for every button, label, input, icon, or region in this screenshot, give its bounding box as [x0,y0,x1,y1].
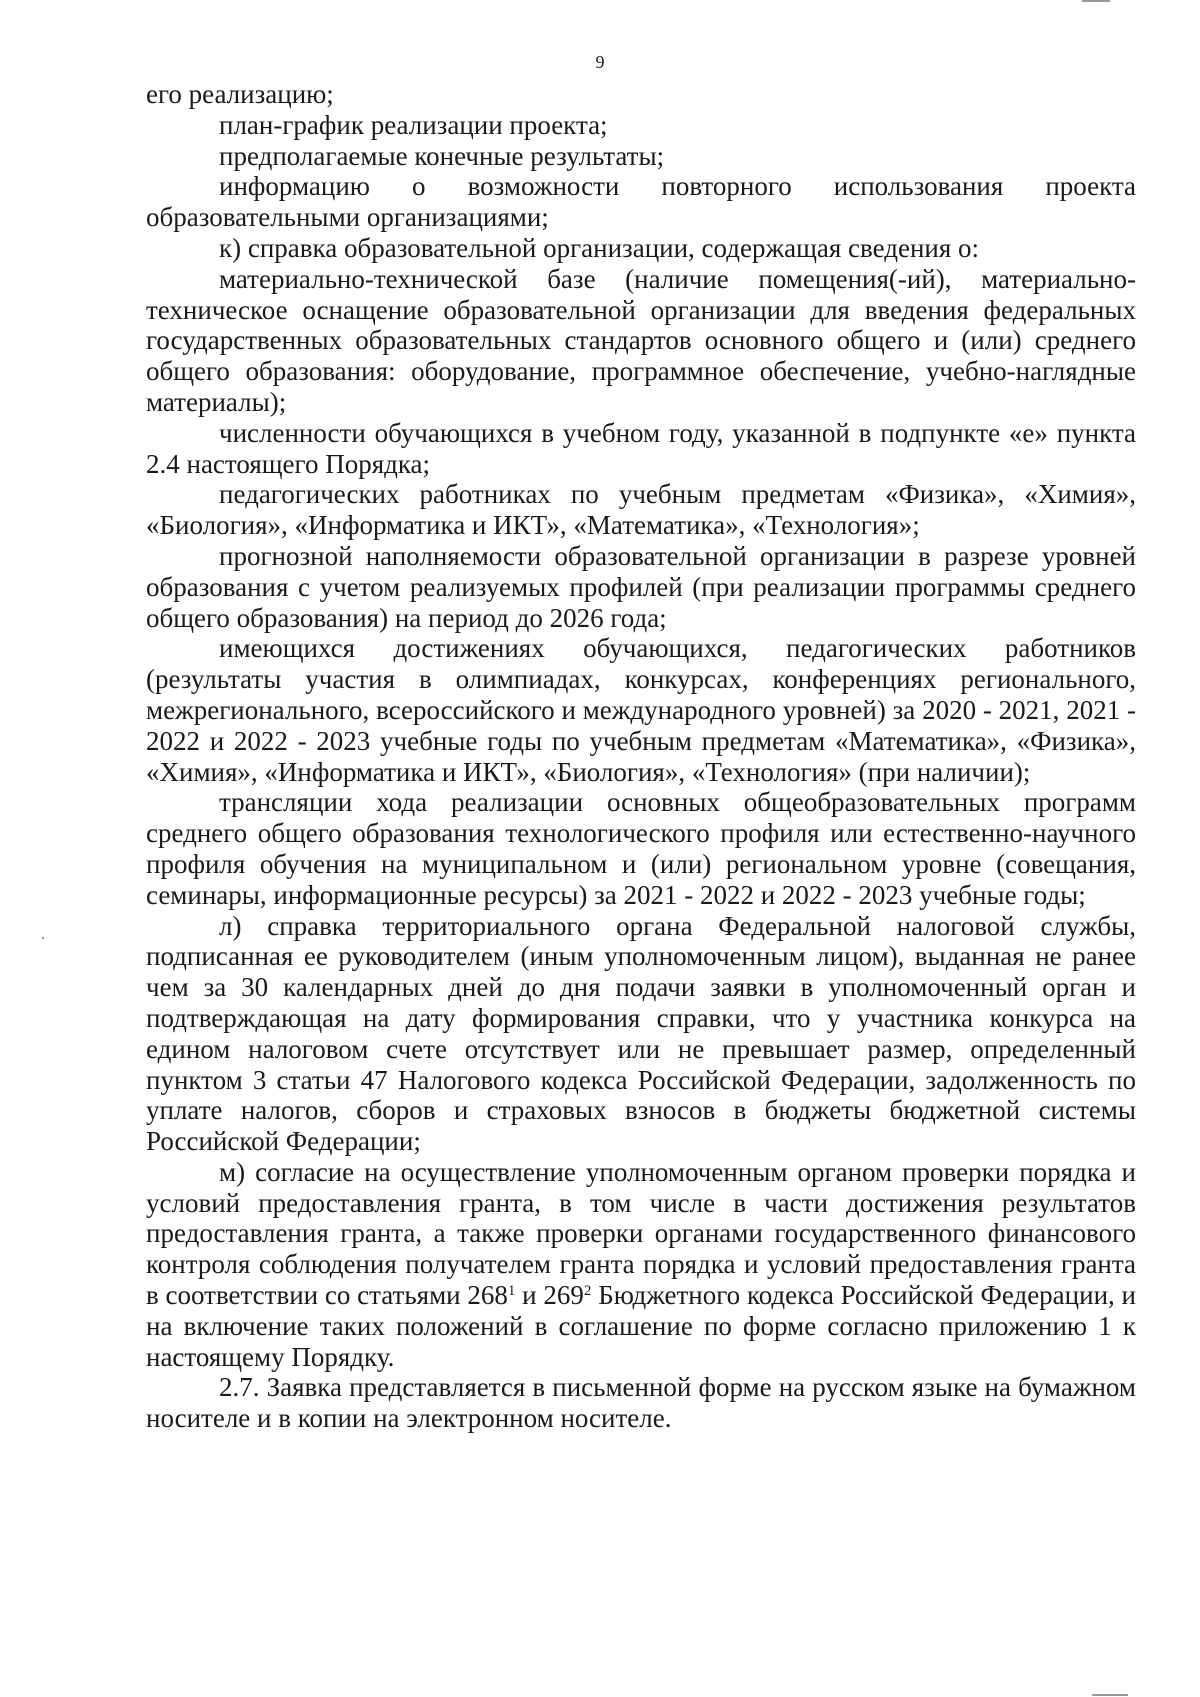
paragraph-material-base: материально-технической базе (наличие помещения(-ий), материально-техническое оснащение образовательной организации для введения федеральных государственных образовательных стандартов основного общего и (или) среднего общего образования: оборудование, программное обеспечение, учебно-наглядные материалы); [146,263,1136,417]
superscript-2: 2 [583,1283,592,1300]
paragraph-translation: трансляции хода реализации основных общеобразовательных программ среднего общего образования технологического профиля или естественно-научного профиля обучения на муниципальном и (или) региональном уровне (совещания, семинары, информационные ресурсы) за 2021 - 2022 и 2022 - 2023 учебные годы; [146,787,1136,910]
paragraph-continuation: его реализацию; [146,79,334,109]
paragraph-teachers: педагогических работниках по учебным предметам «Физика», «Химия», «Биология», «Информатика и ИКТ», «Математика», «Технология»; [146,479,1136,541]
paragraph-achievements: имеющихся достижениях обучающихся, педагогических работников (результаты участия в олимпиадах, конкурсах, конференциях регионального, межрегионального, всероссийского и международного уровней) за 2020 - 2021, 2021 - 2022 и 2022 - 2023 учебные годы по учебным предметам «Математика», «Физика», «Химия», «Информатика и ИКТ», «Биология», «Технология» (при наличии); [146,633,1136,787]
scan-artifact-bottom-right [1092,1694,1128,1696]
superscript-1: 1 [507,1283,516,1300]
paragraph-l-tax-certificate: л) справка территориального органа Федеральной налоговой службы, подписанная ее руководителем (иным уполномоченным лицом), выданная не ранее чем за 30 календарных дней до дня подачи заявки в уполномоченный орган и подтверждающая на дату формирования справки, что у участника конкурса на едином налоговом счете отсутствует или не превышает размер, определенный пунктом 3 статьи 47 Налогового кодекса Российской Федерации, задолженность по уплате налогов, сборов и страховых взносов в бюджеты бюджетной системы Российской Федерации; [146,910,1136,1157]
paragraph-2-7-submission: 2.7. Заявка представляется в письменной форме на русском языке на бумажном носителе и в копии на электронном носителе. [146,1372,1136,1434]
paragraph-k-certificate: к) справка образовательной организации, содержащая сведения о: [219,232,980,263]
scan-artifact-left-dot [42,937,44,939]
paragraph-plan-schedule: план-график реализации проекта; [219,109,608,140]
scan-artifact-top-right [1082,0,1110,2]
paragraph-expected-results: предполагаемые конечные результаты; [219,140,665,171]
paragraph-m-consent [146,1157,1136,1373]
paragraph-student-count: численности обучающихся в учебном году, указанной в подпункте «е» пункта 2.4 настоящего Порядка; [146,417,1136,479]
paragraph-forecast-occupancy: прогнозной наполняемости образовательной организации в разрезе уровней образования с учетом реализуемых профилей (при реализации программы среднего общего образования) на период до 2026 года; [146,540,1136,633]
document-body [146,79,1136,1434]
paragraph-reuse-info: информацию о возможности повторного использования проекта образовательными организациями; [146,171,1136,233]
page-number: 9 [595,52,605,72]
paragraph-m-text-middle: и 269 [515,1280,584,1311]
paragraph-m-text-start: м) согласие на осуществление уполномоченным органом проверки порядка и условий предоставления гранта, в том числе в части достижения результатов предоставления гранта, а также проверки органами государственного финансового контроля соблюдения получателем гранта порядка и условий предоставления гранта в соответствии со статьями 268 [146,1156,1136,1311]
paragraph-m-text-end: Бюджетного кодекса Российской Федерации, и на включение таких положений в соглашение по форме согласно приложению 1 к настоящему Порядку. [146,1280,1136,1372]
